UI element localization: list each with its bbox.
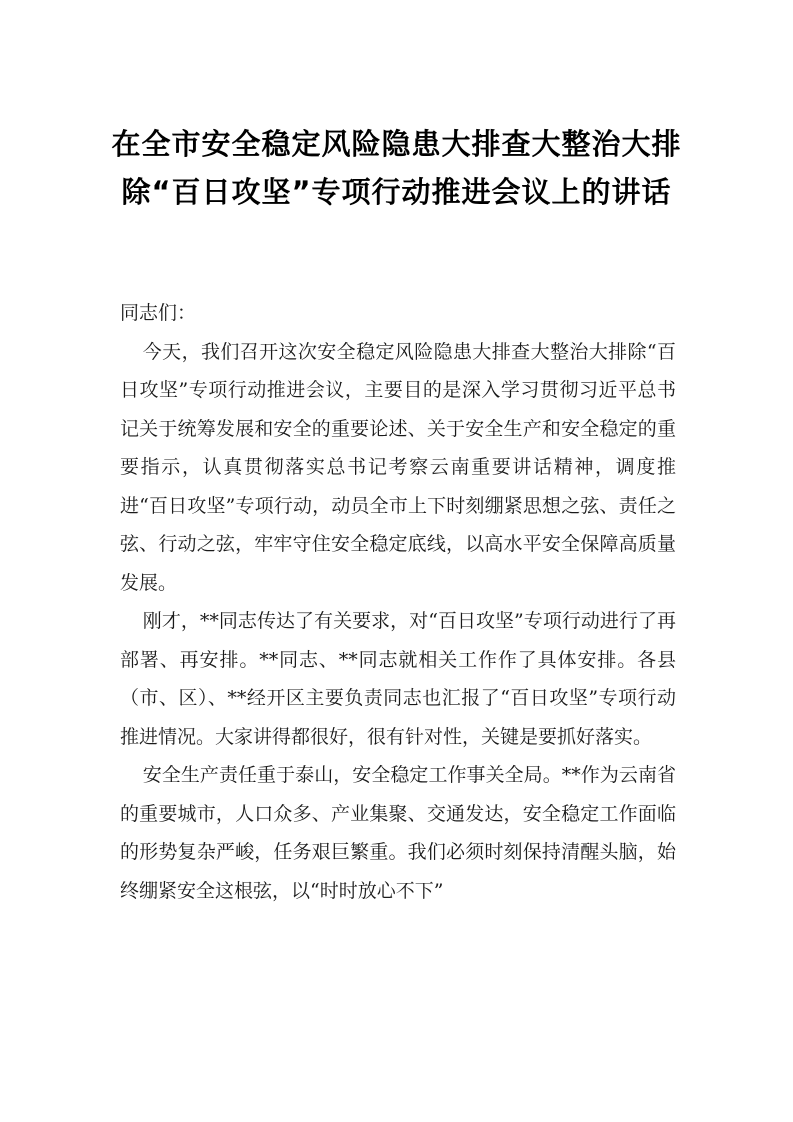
paragraph-2: 刚才，**同志传达了有关要求，对“百日攻坚”专项行动进行了再部署、再安排。**同志、**同志就相关工作作了具体安排。各县（市、区）、**经开区主要负责同志也汇报了“百日攻坚”专项行动推进情况。大家讲得都很好，很有针对性，关键是要抓好落实。 [120, 610, 676, 748]
greeting: 同志们： [120, 302, 197, 324]
paragraph-1: 今天，我们召开这次安全稳定风险隐患大排查大整治大排除“百日攻坚”专项行动推进会议，主要目的是深入学习贯彻习近平总书记关于统筹发展和安全的重要论述、关于安全生产和安全稳定的重要指示，认真贯彻落实总书记考察云南重要讲话精神，调度推进“百日攻坚”专项行动，动员全市上下时刻绷紧思想之弦、责任之弦、行动之弦，牢牢守住安全稳定底线，以高水平安全保障高质量发展。 [120, 340, 676, 594]
document-title: 在全市安全稳定风险隐患大排查大整治大排除“百日攻坚”专项行动推进会议上的讲话 [111, 127, 682, 209]
paragraph-3: 安全生产责任重于泰山，安全稳定工作事关全局。**作为云南省的重要城市，人口众多、产业集聚、交通发达，安全稳定工作面临的形势复杂严峻，任务艰巨繁重。我们必须时刻保持清醒头脑，始终绷紧安全这根弦，以“时时放心不下” [120, 764, 676, 902]
document-body [120, 294, 676, 910]
